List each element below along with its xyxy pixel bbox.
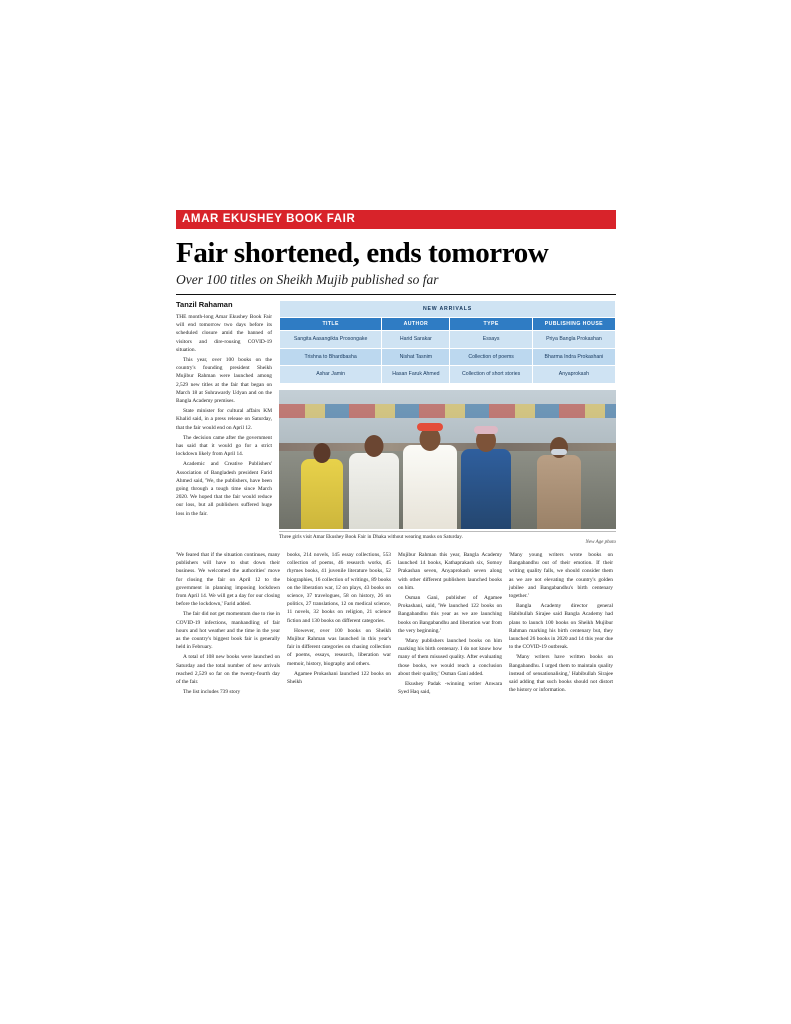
paragraph: A total of 108 new books were launched on Saturday and the total number of new arrivals reached 2,529 so far on the twenty-fourth day of the fair. xyxy=(176,654,280,685)
divider xyxy=(176,294,616,295)
body-column-1 xyxy=(176,313,272,518)
photo-caption: Three girls visit Amar Ekushey Book Fair in Dhaka without wearing masks on Saturday. xyxy=(279,531,616,540)
body-column-3 xyxy=(398,551,502,698)
body-column-2 xyxy=(287,551,391,698)
paragraph: The fair did not get momentum due to rise in COVID-19 infections, manhandling of fair hours and hot weather and the time in the year as the country's biggest book fair is generally held in February. xyxy=(176,611,280,651)
paragraph: 'Many writers have written books on Bangabandhu. I urged them to maintain quality instead of sensationalising,' Habibullah Sirajee said adding that such books should not distort the history or information. xyxy=(509,654,613,694)
paragraph: Ekushey Padak -winning writer Anwara Syed Haq said, xyxy=(398,681,502,696)
cell-publisher: Bharma Indra Prokashani xyxy=(532,348,615,366)
top-block xyxy=(176,300,616,545)
photo-person-center-right xyxy=(461,429,511,529)
subheadline: Over 100 titles on Sheikh Mujib published so far xyxy=(176,271,439,287)
photo-banners xyxy=(279,404,616,418)
cell-author: Harid Sarakar xyxy=(382,331,450,349)
cell-publisher: Anyaprokash xyxy=(532,366,615,384)
paragraph: Bangla Academy director general Habibullah Sirajee said Bangla Academy had plans to launch 100 books on Sheikh Mujibur Rahman marking his birth centenary but, they launched 26 books in 2020 and 14 this year due to the COVID-19 outbreak. xyxy=(509,603,613,651)
cell-title: Sangita Aasangikta Prosongake xyxy=(280,331,382,349)
body-column-4 xyxy=(509,551,613,698)
table-header-row xyxy=(280,318,616,331)
page-title: Fair shortened, ends tomorrow xyxy=(176,236,549,269)
column-header-author: AUTHOR xyxy=(382,318,450,331)
paragraph: 'Many publishers launched books on him marking his birth centenary. I do not know how many of them misused quality. After evaluating those books, we would reach a conclusion about their quality,' Osman Gani added. xyxy=(398,637,502,677)
photo-person-center-left xyxy=(349,435,399,529)
column-header-publisher: PUBLISHING HOUSE xyxy=(532,318,615,331)
paragraph: Mujibur Rahman this year, Bangla Academy launched 14 books, Kathaprakash six, Somoy Prakashan seven, Anyaprokash seven along with other different publishers launched books on him. xyxy=(398,551,502,591)
paragraph: Agamee Prokashani launched 122 books on Sheikh xyxy=(287,670,391,685)
paragraph: books, 214 novels, 145 essay collections, 553 collection of poems, 46 research works, 45 rhymes books, 41 juvenile literature books, 52 biographies, 16 collection of writings, 89 books on the liberation war, 12 on plays, 43 books on science, 37 travelogues, 58 on history, 26 on politics, 27 translations, 12 on medical science, 11 novels, 32 books on religion, 21 science fiction and 130 books on different categories. xyxy=(287,551,391,624)
column-1 xyxy=(176,300,272,520)
column-header-title: TITLE xyxy=(280,318,382,331)
table-title: NEW ARRIVALS xyxy=(280,300,616,318)
paragraph: Osman Gani, publisher of Agamee Prokashani, said, 'We launched 122 books on Bangabandhu this year as we are launching books on Bangabandhu and liberation war from the very beginning.' xyxy=(398,594,502,634)
photo-block xyxy=(279,390,616,545)
paragraph: The list includes 739 story xyxy=(183,689,241,696)
section-banner: AMAR EKUSHEY BOOK FAIR xyxy=(176,210,616,229)
new-arrivals-table-wrap xyxy=(279,300,616,545)
paragraph: However, over 100 books on Sheikh Mujibur Rahman was launched in this year's fair in different categories on chasing collection of poems, essays, research, liberation war memoir, history, biography and others. xyxy=(287,627,391,667)
body-column-1-cont xyxy=(176,551,280,698)
table-title-row xyxy=(280,300,616,318)
article xyxy=(176,210,616,698)
lower-columns xyxy=(176,551,616,698)
cell-author: Nishat Tasnim xyxy=(382,348,450,366)
new-arrivals-table xyxy=(279,300,616,384)
paragraph: This year, over 100 books on the country's founding president Sheikh Mujibur Rahman were launched among 2,529 new titles at the fair that began on March 18 at Suhrawardy Udyan and on the Bangla Academy premises. xyxy=(176,356,272,404)
paragraph: The decision came after the government has said that it would go for a strict lockdown likely from April 14. xyxy=(176,434,272,458)
photo-person-left xyxy=(301,443,343,529)
paragraph: State minister for cultural affairs KM Khalid said, in a press release on Saturday, that the fair would end on April 12. xyxy=(176,408,272,431)
photo-person-right xyxy=(537,437,581,529)
cell-type: Collection of short stories xyxy=(450,366,532,384)
byline: Tanzil Rahaman xyxy=(176,299,233,309)
paragraph: Academic and Creative Publishers' Association of Bangladesh president Farid Ahmed said, 'We, the publishers, have been going through a tough time since March 2020. We hoped that the fair would reduce our loss, but all publishers suffered huge loss in the fair. xyxy=(176,461,272,517)
cell-title: Ashar Jamin xyxy=(280,366,382,384)
table-row xyxy=(280,366,616,384)
news-photo xyxy=(279,390,616,529)
paragraph: 'Many young writers wrote books on Bangabandhu out of their emotion. If their writing quality falls, we should consider them as we are not elevating the country's golden jubilee and Bangabandhu's birth centenary together.' xyxy=(509,551,613,599)
paragraph: THE month-long Amar Ekushey Book Fair will end tomorrow two days before its scheduled closure amid the banned of visitors and dire-rousing COVID-19 situation. xyxy=(176,313,272,353)
column-header-type: TYPE xyxy=(450,318,532,331)
photo-credit: New Age photo xyxy=(585,539,616,545)
cell-type: Collection of poems xyxy=(450,348,532,366)
cell-author: Hasan Faruk Ahmed xyxy=(382,366,450,384)
cell-title: Trishna to Bhardbasha xyxy=(280,348,382,366)
cell-publisher: Priya Bangla Prokashan xyxy=(532,331,615,349)
table-row xyxy=(280,348,616,366)
photo-person-center xyxy=(403,425,457,529)
paragraph: 'We feared that if the situation continues, many publishers will have to shut down their business. We welcomed the authorities' move for closing the fair on April 12 to the government in planning imposing lockdown from April 14. We will get a day for our closing before the lockdown,' Farid added. xyxy=(176,551,280,608)
cell-type: Essays xyxy=(450,331,532,349)
table-row xyxy=(280,331,616,349)
